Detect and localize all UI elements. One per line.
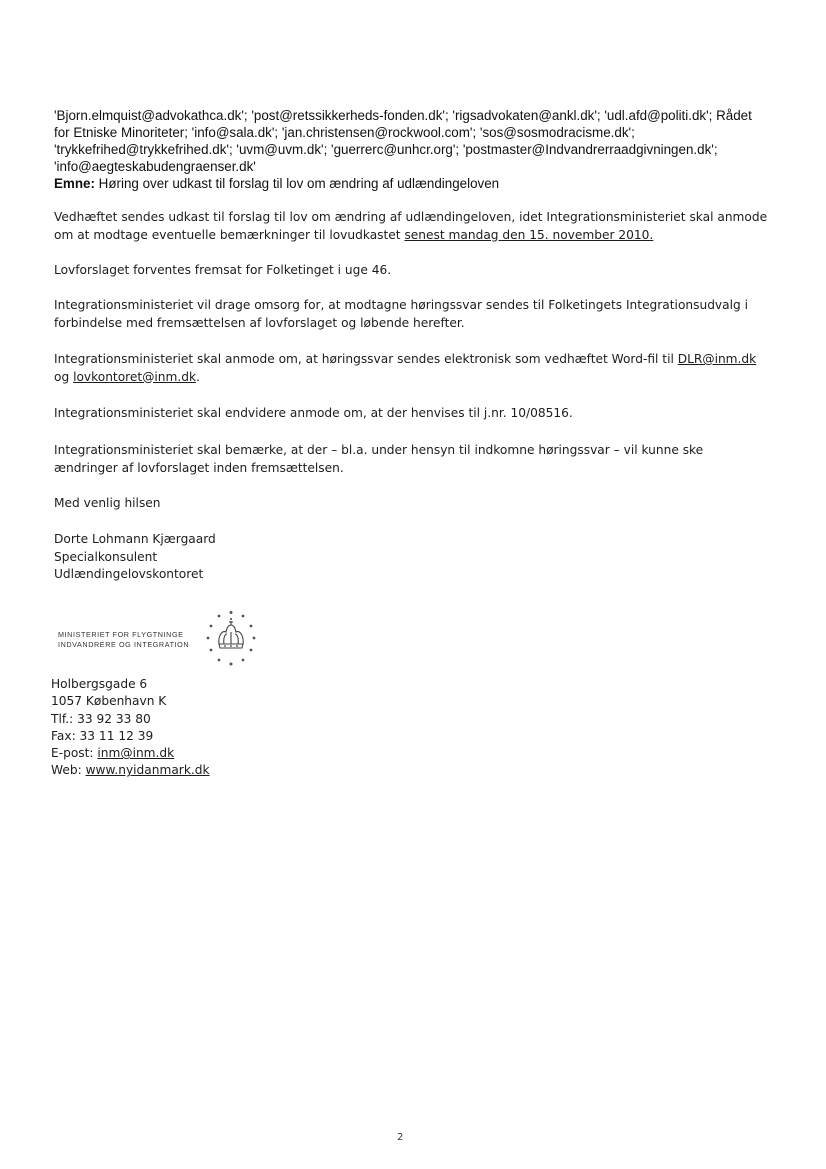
address-email-line <box>51 745 210 762</box>
address-fax: Fax: 33 11 12 39 <box>51 728 154 743</box>
paragraph-text: Integrationsministeriet skal anmode om, at høringssvar sendes elektronisk som vedhæftet Word-fil til <box>54 352 678 366</box>
paragraph-1 <box>54 209 768 244</box>
page-number: 2 <box>397 1132 404 1143</box>
email-link-dlr[interactable]: DLR@inm.dk <box>677 352 757 366</box>
paragraph-line: forbindelse med fremsættelsen af lovforslaget og løbende herefter. <box>54 315 465 330</box>
signature-block <box>54 531 764 584</box>
web-link[interactable]: www.nyidanmark.dk <box>85 763 210 778</box>
paragraph-line: Integrationsministeriet skal bemærke, at der – bl.a. under hensyn til indkomne høringssvar – vil kunne ske <box>54 443 704 457</box>
signature-title: Specialkonsulent <box>54 549 158 564</box>
logo-line: MINISTERIET FOR FLYGTNINGE <box>58 630 184 639</box>
paragraph-2 <box>54 262 764 280</box>
paragraph-text: om at modtage eventuelle bemærkninger til lovudkastet <box>54 227 405 242</box>
paragraph-line <box>54 227 764 245</box>
crown-icon <box>200 610 262 668</box>
paragraph-line: Lovforslaget forventes fremsat for Folketinget i uge 46. <box>54 263 392 277</box>
ministry-logo <box>58 610 268 668</box>
address-block <box>51 676 210 780</box>
email-label: E-post: <box>51 746 98 761</box>
email-link-lovkontoret[interactable]: lovkontoret@inm.dk <box>73 369 197 384</box>
address-city: 1057 København K <box>51 694 167 709</box>
signature-name: Dorte Lohmann Kjærgaard <box>54 532 216 546</box>
address-street: Holbergsgade 6 <box>51 677 148 691</box>
recipients-line: 'Bjorn.elmquist@advokathca.dk'; 'post@retssikkerheds-fonden.dk'; 'rigsadvokaten@ankl.dk'; 'udl.afd@politi.dk'; Rådet <box>54 108 752 123</box>
paragraph-4 <box>54 351 764 386</box>
web-label: Web: <box>51 763 86 778</box>
ministry-logo-text <box>58 630 189 650</box>
paragraph-text: og <box>54 369 74 384</box>
paragraph-3 <box>54 297 764 332</box>
paragraph-6 <box>54 442 764 477</box>
deadline-text: senest mandag den 15. november 2010. <box>404 227 654 242</box>
address-phone: Tlf.: 33 92 33 80 <box>51 711 151 726</box>
recipients-block <box>54 107 774 192</box>
paragraph-line: Vedhæftet sendes udkast til forslag til lov om ændring af udlændingeloven, idet Integrationsministeriet skal anmode <box>54 210 768 224</box>
email-link-inm[interactable]: inm@inm.dk <box>97 746 175 761</box>
logo-line: INDVANDRERE OG INTEGRATION <box>58 640 190 649</box>
recipients-line: for Etniske Minoriteter; 'info@sala.dk'; 'jan.christensen@rockwool.com'; 'sos@sosmodracisme.dk'; <box>54 125 635 140</box>
signature-office: Udlændingelovskontoret <box>54 567 204 581</box>
paragraph-line: Integrationsministeriet vil drage omsorg for, at modtagne høringssvar sendes til Folketingets Integrationsudvalg i <box>54 298 748 312</box>
subject-label: Emne: <box>54 176 95 191</box>
subject-line <box>54 175 774 192</box>
paragraph-line: ændringer af lovforslaget inden fremsættelsen. <box>54 460 344 475</box>
address-web-line <box>51 762 210 779</box>
paragraph-5 <box>54 405 764 423</box>
recipients-line: 'info@aegteskabudengraenser.dk' <box>54 159 256 174</box>
subject-text: Høring over udkast til forslag til lov om ændring af udlændingeloven <box>98 176 500 191</box>
closing <box>54 495 764 513</box>
paragraph-line: Integrationsministeriet skal endvidere anmode om, at der henvises til j.nr. 10/08516. <box>54 406 573 420</box>
paragraph-text: . <box>196 369 200 384</box>
paragraph-line <box>54 351 764 369</box>
closing-text: Med venlig hilsen <box>54 496 161 510</box>
recipients-line: 'trykkefrihed@trykkefrihed.dk'; 'uvm@uvm.dk'; 'guerrerc@unhcr.org'; 'postmaster@Indvandrerraadgivningen.dk'; <box>54 142 718 157</box>
paragraph-line <box>54 369 764 387</box>
